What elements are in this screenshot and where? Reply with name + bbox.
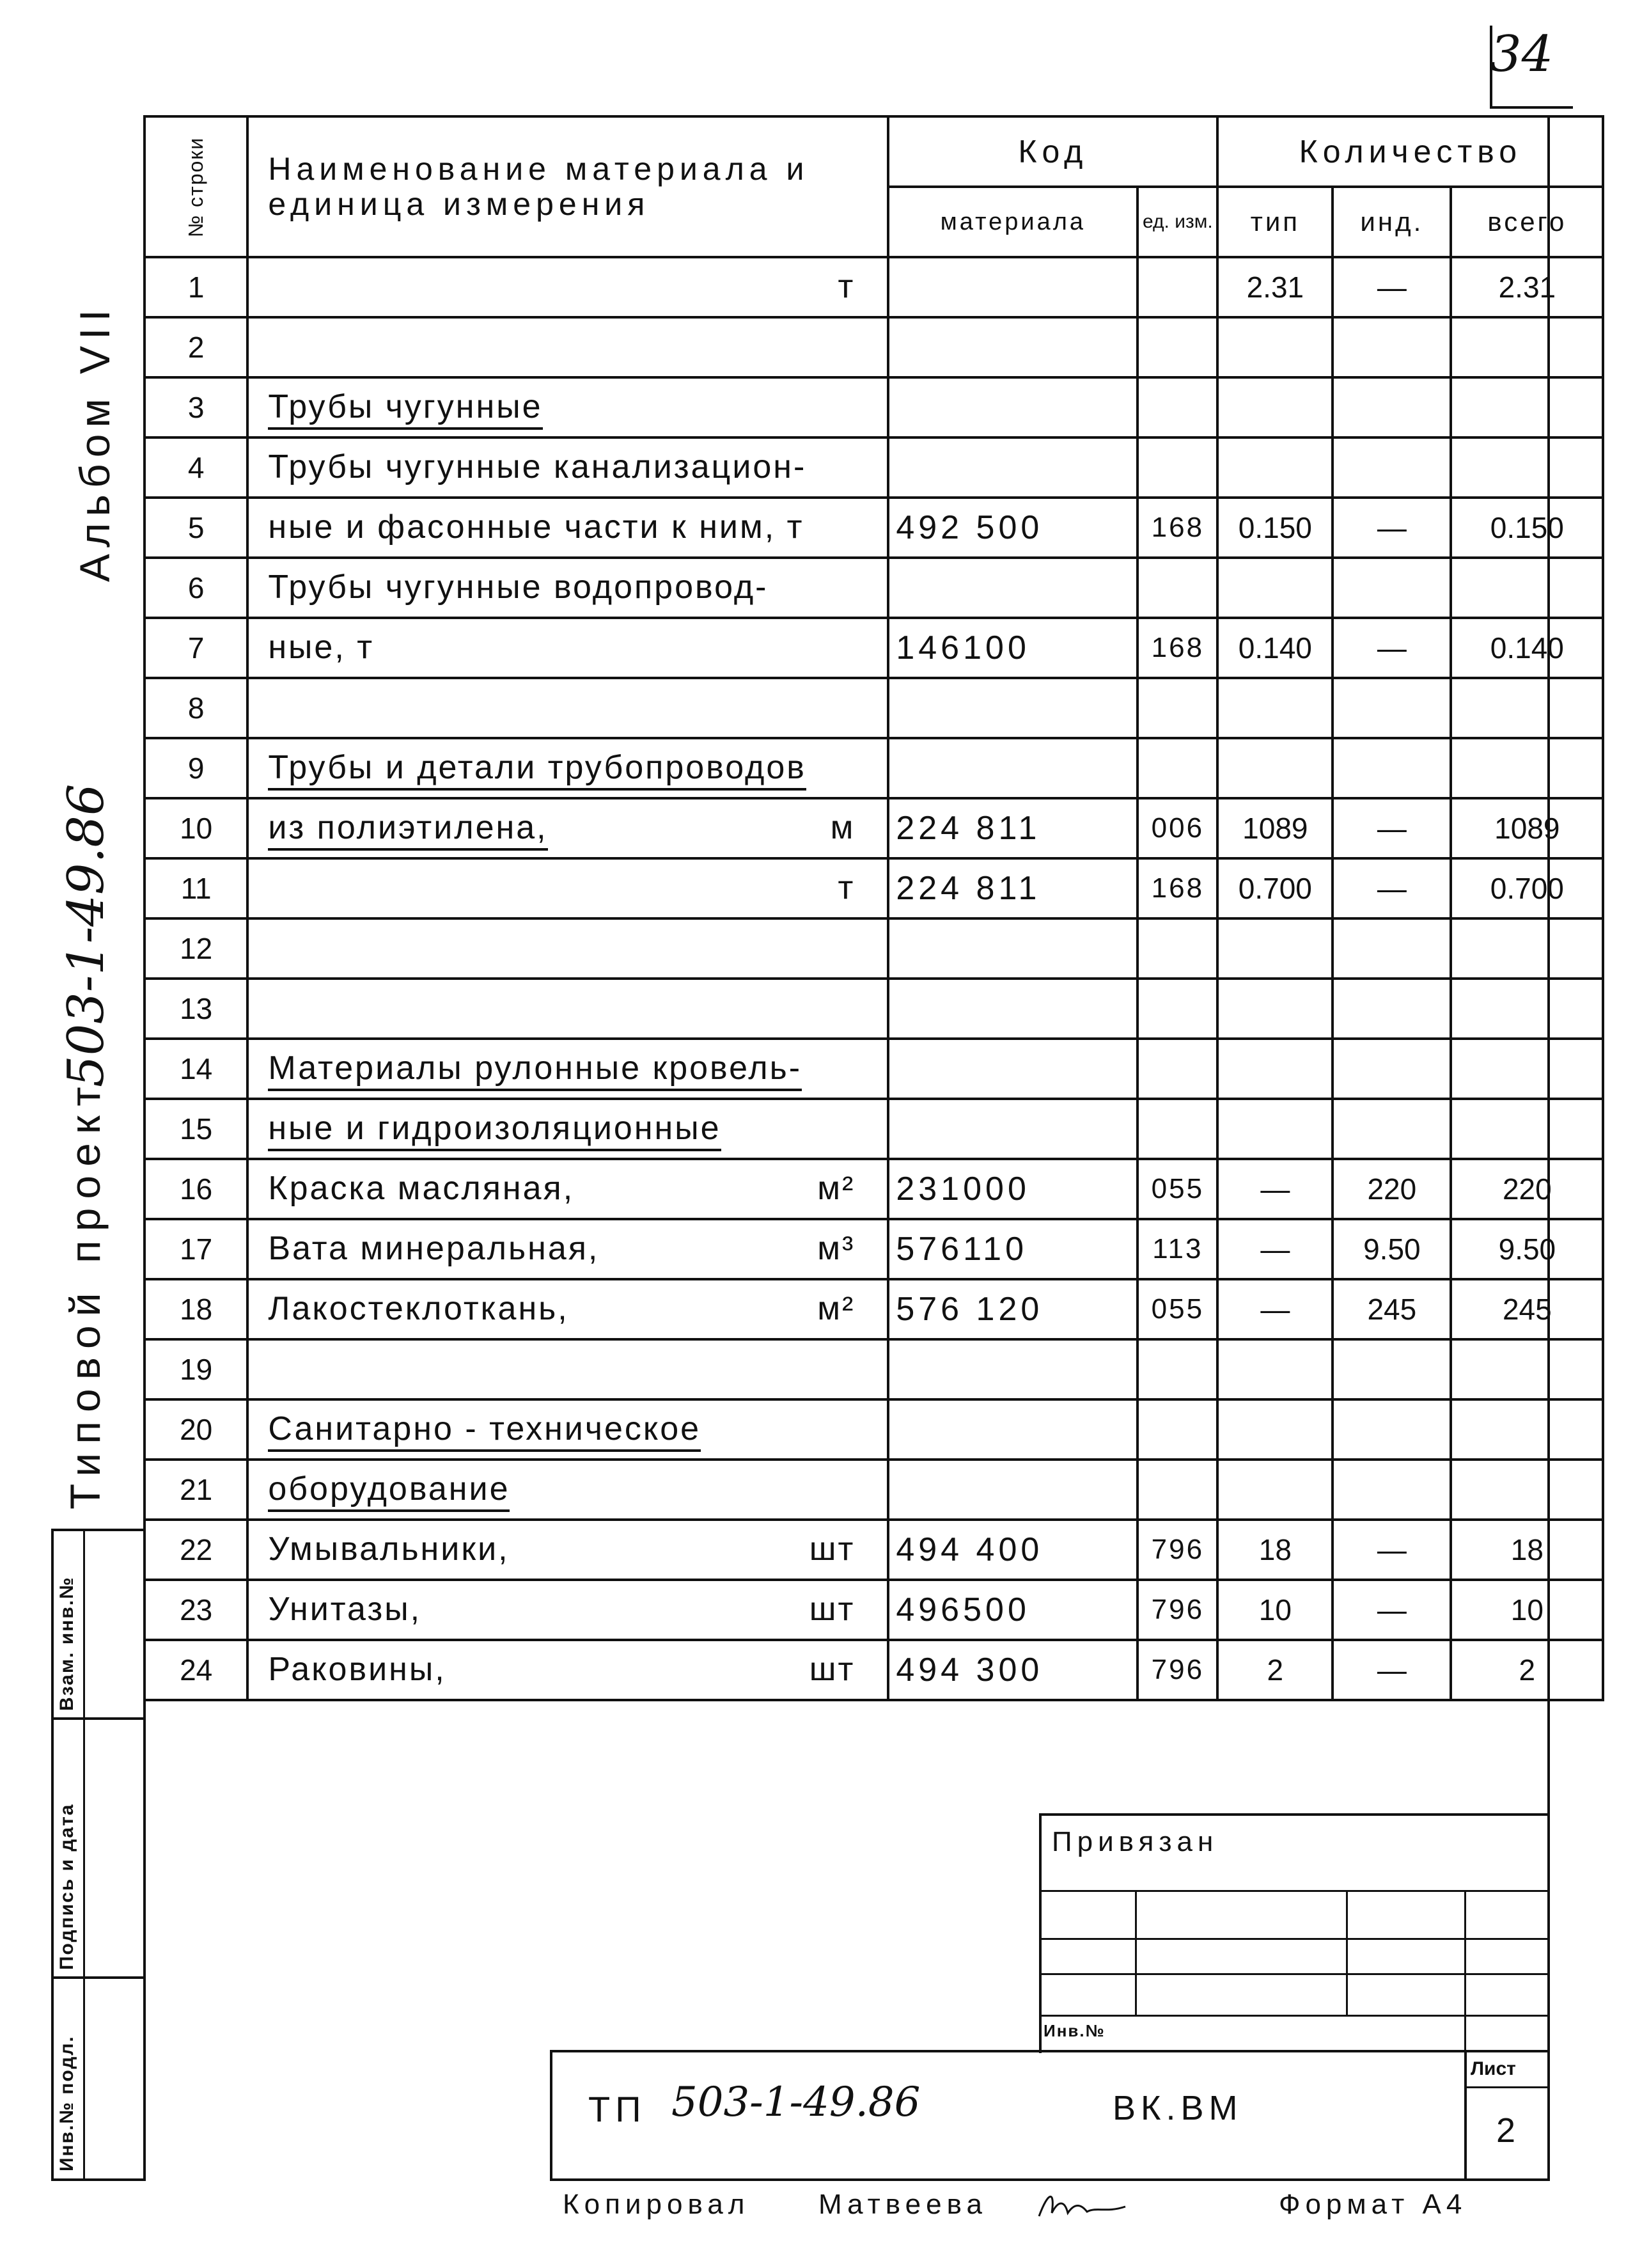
row-name-unit: шт bbox=[809, 1591, 856, 1628]
row-name bbox=[247, 1099, 888, 1159]
row-name-text: Краска масляная, bbox=[268, 1170, 575, 1207]
row-name-text: Санитарно - техническое bbox=[268, 1410, 701, 1452]
row-qty-total: 0.150 bbox=[1451, 498, 1603, 558]
row-name-text: из полиэтилена, bbox=[268, 808, 547, 851]
row-qty-ind: — bbox=[1333, 1640, 1451, 1700]
row-name-unit: т bbox=[838, 268, 856, 305]
row-name bbox=[247, 618, 888, 678]
row-qty-type: 18 bbox=[1217, 1520, 1333, 1580]
row-qty-total bbox=[1451, 979, 1603, 1039]
row-qty-type bbox=[1217, 1399, 1333, 1460]
row-name-unit: т bbox=[838, 869, 856, 906]
row-name-unit: шт bbox=[809, 1651, 856, 1688]
header-code-unit: ед. изм. bbox=[1137, 187, 1217, 257]
row-name-text: Вата минеральная, bbox=[268, 1230, 600, 1267]
row-name-text: Материалы рулонные кровель- bbox=[268, 1049, 802, 1091]
row-number: 2 bbox=[145, 317, 247, 377]
row-qty-total bbox=[1451, 1399, 1603, 1460]
row-name-unit: м² bbox=[817, 1170, 856, 1207]
row-qty-ind: — bbox=[1333, 1520, 1451, 1580]
row-material-code bbox=[888, 1339, 1137, 1399]
designation-prefix: ТП bbox=[588, 2089, 646, 2129]
stamp-vzam-inv: Взам. инв.№ bbox=[56, 1576, 77, 1711]
row-material-code bbox=[888, 738, 1137, 798]
row-number: 7 bbox=[145, 618, 247, 678]
stamp-column-border bbox=[51, 1529, 54, 2181]
sheet-label: Лист bbox=[1471, 2058, 1516, 2079]
row-number: 17 bbox=[145, 1219, 247, 1279]
row-unit-code bbox=[1137, 1339, 1217, 1399]
row-qty-total: 10 bbox=[1451, 1580, 1603, 1640]
row-unit-code bbox=[1137, 979, 1217, 1039]
row-material-code: 496500 bbox=[888, 1580, 1137, 1640]
row-number: 8 bbox=[145, 678, 247, 738]
material-spec-table bbox=[143, 115, 1604, 1701]
row-number: 19 bbox=[145, 1339, 247, 1399]
row-unit-code bbox=[1137, 317, 1217, 377]
row-name-unit: шт bbox=[809, 1531, 856, 1568]
album-label: Альбом VII bbox=[71, 303, 118, 582]
row-unit-code: 055 bbox=[1137, 1279, 1217, 1339]
footer-copied-label: Копировал bbox=[563, 2189, 750, 2220]
row-name bbox=[247, 1279, 888, 1339]
row-qty-ind: — bbox=[1333, 798, 1451, 858]
row-qty-type: 2 bbox=[1217, 1640, 1333, 1700]
table-row bbox=[145, 257, 1603, 317]
row-name bbox=[247, 1159, 888, 1219]
stamp-attached: Привязан bbox=[1052, 1826, 1219, 1857]
row-qty-total: 2.31 bbox=[1451, 257, 1603, 317]
row-name bbox=[247, 1339, 888, 1399]
row-material-code bbox=[888, 979, 1137, 1039]
row-material-code: 224 811 bbox=[888, 798, 1137, 858]
row-number: 5 bbox=[145, 498, 247, 558]
table-row bbox=[145, 1279, 1603, 1339]
row-qty-total: 0.700 bbox=[1451, 858, 1603, 918]
row-qty-ind bbox=[1333, 1039, 1451, 1099]
row-material-code bbox=[888, 558, 1137, 618]
row-qty-type bbox=[1217, 1460, 1333, 1520]
row-name bbox=[247, 1219, 888, 1279]
table-row bbox=[145, 437, 1603, 498]
table-row bbox=[145, 498, 1603, 558]
row-material-code bbox=[888, 1099, 1137, 1159]
row-qty-type: — bbox=[1217, 1159, 1333, 1219]
row-qty-type: — bbox=[1217, 1219, 1333, 1279]
row-number: 12 bbox=[145, 918, 247, 979]
row-number: 1 bbox=[145, 257, 247, 317]
table-row bbox=[145, 1159, 1603, 1219]
row-material-code bbox=[888, 377, 1137, 437]
table-row bbox=[145, 979, 1603, 1039]
stamp-column-border bbox=[83, 1529, 85, 2181]
frame-bottom-left bbox=[51, 2178, 146, 2181]
stamp-frame bbox=[1039, 1813, 1547, 1816]
row-name bbox=[247, 437, 888, 498]
row-qty-total: 2 bbox=[1451, 1640, 1603, 1700]
table-row bbox=[145, 858, 1603, 918]
row-qty-type bbox=[1217, 558, 1333, 618]
footer-format: Формат А4 bbox=[1279, 2189, 1467, 2220]
row-qty-type bbox=[1217, 1039, 1333, 1099]
row-number: 4 bbox=[145, 437, 247, 498]
row-number: 13 bbox=[145, 979, 247, 1039]
row-qty-type: 10 bbox=[1217, 1580, 1333, 1640]
row-name-text: Умывальники, bbox=[268, 1531, 510, 1568]
title-frame bbox=[550, 2050, 1547, 2052]
row-qty-total bbox=[1451, 918, 1603, 979]
row-qty-ind bbox=[1333, 918, 1451, 979]
row-qty-type: 0.140 bbox=[1217, 618, 1333, 678]
row-name bbox=[247, 858, 888, 918]
row-qty-ind bbox=[1333, 1099, 1451, 1159]
row-qty-ind bbox=[1333, 317, 1451, 377]
header-code: Код bbox=[888, 116, 1217, 187]
row-name bbox=[247, 498, 888, 558]
row-name bbox=[247, 1520, 888, 1580]
table-row bbox=[145, 558, 1603, 618]
row-number: 23 bbox=[145, 1580, 247, 1640]
row-number: 14 bbox=[145, 1039, 247, 1099]
row-unit-code bbox=[1137, 437, 1217, 498]
row-qty-total bbox=[1451, 738, 1603, 798]
table-row bbox=[145, 1580, 1603, 1640]
row-qty-type bbox=[1217, 979, 1333, 1039]
table-row bbox=[145, 317, 1603, 377]
row-number: 22 bbox=[145, 1520, 247, 1580]
row-name-unit: м³ bbox=[817, 1230, 856, 1267]
row-qty-type bbox=[1217, 1339, 1333, 1399]
page-number: 34 bbox=[1490, 26, 1554, 83]
row-qty-ind bbox=[1333, 377, 1451, 437]
header-qty-type: тип bbox=[1217, 187, 1333, 257]
header-code-material: материала bbox=[888, 187, 1137, 257]
row-unit-code: 113 bbox=[1137, 1219, 1217, 1279]
row-qty-type: 0.150 bbox=[1217, 498, 1333, 558]
row-unit-code bbox=[1137, 1460, 1217, 1520]
row-name-text: Трубы чугунные канализацион- bbox=[268, 448, 807, 485]
header-row-number: № строки bbox=[145, 116, 247, 257]
row-material-code: 576 120 bbox=[888, 1279, 1137, 1339]
row-name-text: Раковины, bbox=[268, 1651, 446, 1688]
stamp-frame bbox=[1135, 1890, 1137, 2015]
row-qty-ind bbox=[1333, 558, 1451, 618]
row-qty-type bbox=[1217, 437, 1333, 498]
row-qty-ind bbox=[1333, 437, 1451, 498]
row-qty-type bbox=[1217, 678, 1333, 738]
table-row bbox=[145, 678, 1603, 738]
row-unit-code: 168 bbox=[1137, 858, 1217, 918]
stamp-inv-podl: Инв.№ подл. bbox=[56, 2035, 77, 2171]
row-qty-ind bbox=[1333, 678, 1451, 738]
stamp-frame bbox=[1039, 1973, 1547, 1975]
table-row bbox=[145, 1099, 1603, 1159]
row-unit-code: 796 bbox=[1137, 1580, 1217, 1640]
stamp-inv-no: Инв.№ bbox=[1044, 2021, 1106, 2040]
stamp-frame bbox=[1464, 1890, 1466, 2053]
row-qty-ind bbox=[1333, 1399, 1451, 1460]
row-qty-type bbox=[1217, 317, 1333, 377]
row-unit-code bbox=[1137, 738, 1217, 798]
row-qty-ind bbox=[1333, 979, 1451, 1039]
row-qty-type: 2.31 bbox=[1217, 257, 1333, 317]
row-name bbox=[247, 979, 888, 1039]
row-qty-type bbox=[1217, 918, 1333, 979]
row-name bbox=[247, 558, 888, 618]
stamp-frame bbox=[1039, 1890, 1547, 1892]
row-qty-type: 0.700 bbox=[1217, 858, 1333, 918]
row-name-text: Трубы чугунные водопровод- bbox=[268, 569, 769, 606]
stamp-column-border bbox=[51, 1717, 146, 1720]
row-number: 20 bbox=[145, 1399, 247, 1460]
copier-signature bbox=[1036, 2187, 1132, 2226]
row-name bbox=[247, 1460, 888, 1520]
row-qty-ind bbox=[1333, 738, 1451, 798]
row-qty-total bbox=[1451, 1339, 1603, 1399]
stamp-frame bbox=[1039, 2015, 1547, 2017]
row-qty-ind: 220 bbox=[1333, 1159, 1451, 1219]
row-unit-code: 055 bbox=[1137, 1159, 1217, 1219]
row-name-unit: м² bbox=[817, 1290, 856, 1327]
row-name-text: ные, т bbox=[268, 629, 375, 666]
project-number: 503-1-49.86 bbox=[58, 784, 115, 1087]
title-frame bbox=[550, 2050, 552, 2181]
row-qty-total bbox=[1451, 1039, 1603, 1099]
row-number: 21 bbox=[145, 1460, 247, 1520]
header-name: Наименование материала и единица измерения bbox=[247, 116, 888, 257]
row-material-code bbox=[888, 1460, 1137, 1520]
row-qty-ind: — bbox=[1333, 858, 1451, 918]
stamp-frame bbox=[1039, 1813, 1042, 2053]
stamp-column-border bbox=[51, 1976, 146, 1979]
row-name bbox=[247, 1580, 888, 1640]
row-number: 6 bbox=[145, 558, 247, 618]
frame-bottom bbox=[550, 2178, 1550, 2181]
row-qty-ind: 245 bbox=[1333, 1279, 1451, 1339]
table-row bbox=[145, 1039, 1603, 1099]
row-number: 16 bbox=[145, 1159, 247, 1219]
row-material-code bbox=[888, 257, 1137, 317]
row-name bbox=[247, 1039, 888, 1099]
row-unit-code: 796 bbox=[1137, 1520, 1217, 1580]
stamp-frame bbox=[1039, 1938, 1547, 1940]
row-name bbox=[247, 798, 888, 858]
title-frame bbox=[1464, 2086, 1547, 2088]
row-name-text: Трубы чугунные bbox=[268, 388, 542, 430]
row-material-code: 492 500 bbox=[888, 498, 1137, 558]
row-unit-code: 796 bbox=[1137, 1640, 1217, 1700]
row-name-text: ные и гидроизоляционные bbox=[268, 1109, 721, 1151]
row-qty-type bbox=[1217, 377, 1333, 437]
header-qty-total: всего bbox=[1451, 187, 1603, 257]
row-unit-code bbox=[1137, 678, 1217, 738]
row-qty-total: 9.50 bbox=[1451, 1219, 1603, 1279]
table-row bbox=[145, 377, 1603, 437]
row-number: 10 bbox=[145, 798, 247, 858]
table-row bbox=[145, 1399, 1603, 1460]
table-row bbox=[145, 798, 1603, 858]
row-number: 9 bbox=[145, 738, 247, 798]
row-material-code bbox=[888, 317, 1137, 377]
table-row bbox=[145, 618, 1603, 678]
table-row bbox=[145, 918, 1603, 979]
row-material-code bbox=[888, 437, 1137, 498]
row-unit-code bbox=[1137, 1399, 1217, 1460]
row-name bbox=[247, 257, 888, 317]
row-unit-code: 168 bbox=[1137, 498, 1217, 558]
table-row bbox=[145, 738, 1603, 798]
row-qty-type: — bbox=[1217, 1279, 1333, 1339]
sheet-number: 2 bbox=[1496, 2111, 1516, 2150]
footer-copier-name: Матвеева bbox=[818, 2189, 987, 2220]
row-material-code: 231000 bbox=[888, 1159, 1137, 1219]
row-qty-total bbox=[1451, 377, 1603, 437]
row-qty-type: 1089 bbox=[1217, 798, 1333, 858]
row-material-code: 576110 bbox=[888, 1219, 1137, 1279]
table-row bbox=[145, 1520, 1603, 1580]
row-number: 24 bbox=[145, 1640, 247, 1700]
row-material-code bbox=[888, 918, 1137, 979]
row-qty-ind bbox=[1333, 1339, 1451, 1399]
row-unit-code bbox=[1137, 558, 1217, 618]
row-material-code: 146100 bbox=[888, 618, 1137, 678]
row-name-text: оборудование bbox=[268, 1470, 510, 1512]
row-qty-ind: — bbox=[1333, 498, 1451, 558]
row-number: 3 bbox=[145, 377, 247, 437]
title-frame bbox=[1464, 2050, 1467, 2181]
table-row bbox=[145, 1219, 1603, 1279]
row-unit-code bbox=[1137, 257, 1217, 317]
row-qty-total: 220 bbox=[1451, 1159, 1603, 1219]
row-material-code bbox=[888, 678, 1137, 738]
row-qty-total: 18 bbox=[1451, 1520, 1603, 1580]
header-qty-ind: инд. bbox=[1333, 187, 1451, 257]
stamp-column-border bbox=[51, 1529, 146, 1531]
row-qty-ind: — bbox=[1333, 257, 1451, 317]
row-name-text: ные и фасонные части к ним, т bbox=[268, 508, 804, 546]
row-qty-total bbox=[1451, 1099, 1603, 1159]
project-label: Типовой проект bbox=[61, 1078, 109, 1509]
row-name-text: Трубы и детали трубопроводов bbox=[268, 748, 806, 791]
row-name bbox=[247, 678, 888, 738]
row-qty-type bbox=[1217, 738, 1333, 798]
row-qty-type bbox=[1217, 1099, 1333, 1159]
row-material-code bbox=[888, 1039, 1137, 1099]
row-name bbox=[247, 1640, 888, 1700]
row-material-code: 494 400 bbox=[888, 1520, 1137, 1580]
row-qty-ind: — bbox=[1333, 1580, 1451, 1640]
row-name bbox=[247, 738, 888, 798]
row-number: 15 bbox=[145, 1099, 247, 1159]
row-unit-code: 006 bbox=[1137, 798, 1217, 858]
row-material-code: 224 811 bbox=[888, 858, 1137, 918]
row-qty-total: 1089 bbox=[1451, 798, 1603, 858]
table-row bbox=[145, 1460, 1603, 1520]
row-material-code bbox=[888, 1399, 1137, 1460]
row-number: 18 bbox=[145, 1279, 247, 1339]
row-unit-code: 168 bbox=[1137, 618, 1217, 678]
row-name bbox=[247, 377, 888, 437]
row-unit-code bbox=[1137, 377, 1217, 437]
row-qty-total bbox=[1451, 558, 1603, 618]
row-unit-code bbox=[1137, 1099, 1217, 1159]
row-qty-ind: — bbox=[1333, 618, 1451, 678]
row-qty-ind bbox=[1333, 1460, 1451, 1520]
document-code: ВК.ВМ bbox=[1113, 2089, 1243, 2127]
table-row bbox=[145, 1339, 1603, 1399]
header-quantity: Количество bbox=[1217, 116, 1603, 187]
designation-number: 503-1-49.86 bbox=[671, 2079, 921, 2126]
stamp-signature-date: Подпись и дата bbox=[56, 1803, 77, 1970]
row-name bbox=[247, 317, 888, 377]
row-qty-total bbox=[1451, 437, 1603, 498]
row-qty-total bbox=[1451, 1460, 1603, 1520]
row-qty-ind: 9.50 bbox=[1333, 1219, 1451, 1279]
row-qty-total: 0.140 bbox=[1451, 618, 1603, 678]
row-unit-code bbox=[1137, 1039, 1217, 1099]
row-material-code: 494 300 bbox=[888, 1640, 1137, 1700]
stamp-frame bbox=[1346, 1890, 1348, 2015]
row-name-text: Лакостеклоткань, bbox=[268, 1290, 569, 1327]
row-name-unit: м bbox=[830, 809, 856, 846]
row-number: 11 bbox=[145, 858, 247, 918]
table-row bbox=[145, 1640, 1603, 1700]
row-qty-total bbox=[1451, 678, 1603, 738]
row-name bbox=[247, 918, 888, 979]
row-name bbox=[247, 1399, 888, 1460]
row-unit-code bbox=[1137, 918, 1217, 979]
row-qty-total: 245 bbox=[1451, 1279, 1603, 1339]
row-name-text: Унитазы, bbox=[268, 1591, 422, 1628]
row-qty-total bbox=[1451, 317, 1603, 377]
